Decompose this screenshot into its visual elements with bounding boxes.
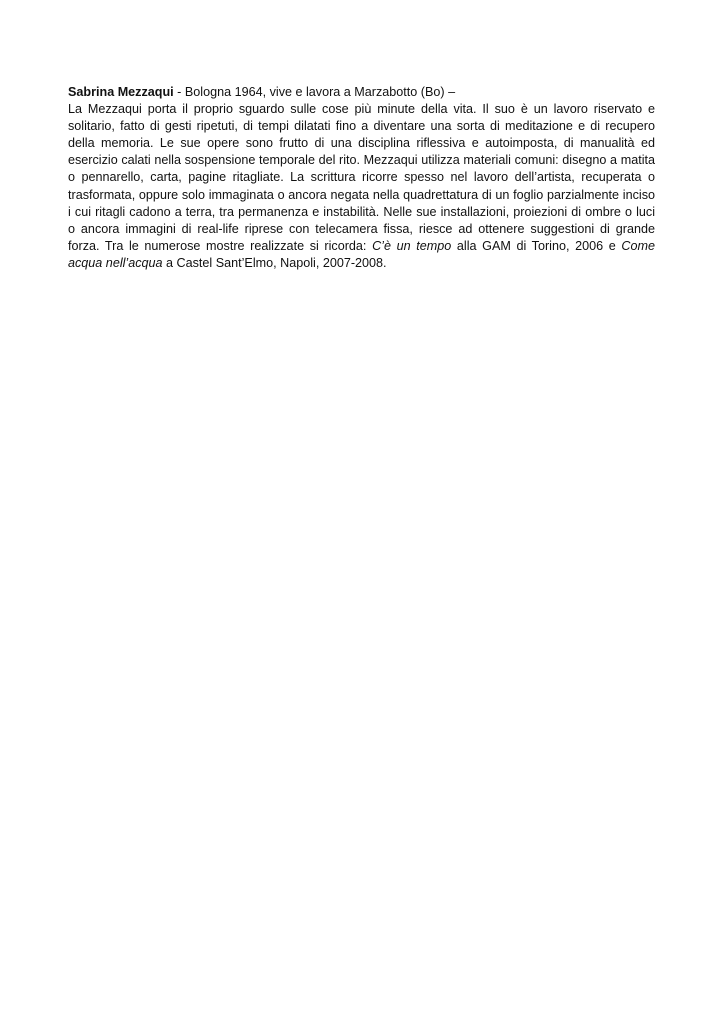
biography-text-part-1: La Mezzaqui porta il proprio sguardo sulle cose più minute della vita. Il suo è un lavoro riservato e solitario, fatto di gesti ripetuti, di tempi dilatati fino a diventare una sorta di meditazione e di recupero della memoria. Le sue opere sono frutto di una disciplina riflessiva e autoimposta, di manualità ed esercizio calati nella sospensione temporale del rito. Mezzaqui utilizza materiali comuni: disegno a matita o pennarello, carta, pagine ritagliate. La scrittura ricorre spesso nel lavoro dell’artista, recuperata o trasformata, oppure solo immaginata o ancora negata nella quadrettatura di un foglio parzialmente inciso i cui ritagli cadono a terra, tra permanenza e instabilità. Nelle sue installazioni, proiezioni di ombre o luci o ancora immagini di real-life riprese con telecamera fissa, riesce ad ottenere suggestioni di grande forza. Tra le numerose mostre realizzate si ricorda: [68,102,655,253]
biography-text-part-3: a Castel Sant’Elmo, Napoli, 2007-2008. [162,255,387,270]
exhibition-title-2: Come acqua nell’acqua [68,238,656,270]
exhibition-title-1: C’è un tempo [372,238,452,253]
biography-text-part-2: alla GAM di Torino, 2006 e [451,238,622,253]
artist-details: - Bologna 1964, vive e lavora a Marzabotto (Bo) – [173,85,456,99]
biography-heading [68,84,655,101]
biography-paragraph [68,101,655,272]
biography-text-block [68,84,655,272]
artist-name: Sabrina Mezzaqui [68,85,174,99]
